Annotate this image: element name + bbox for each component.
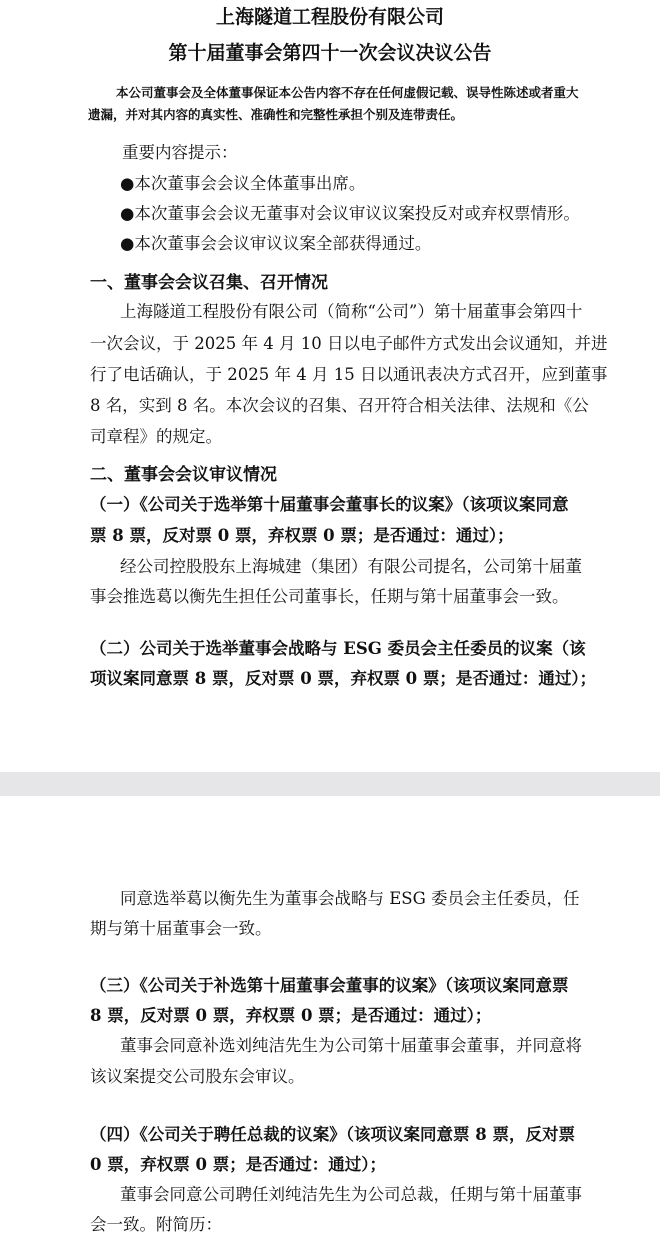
key-point-3: ●本次董事会会议审议议案全部获得通过。 <box>120 234 432 253</box>
section1-line-5: 司章程》的规定。 <box>90 427 222 446</box>
item3-body-line-2: 该议案提交公司股东会审议。 <box>90 1067 305 1086</box>
item2-title-line-1: （二）公司关于选举董事会战略与 ESG 委员会主任委员的议案（该 <box>90 639 586 658</box>
key-points-heading: 重要内容提示： <box>122 143 238 162</box>
page-break <box>0 772 660 796</box>
item1-title-line-2: 票 8 票，反对票 0 票，弃权票 0 票；是否通过：通过）； <box>90 526 514 545</box>
item1-body-line-2: 事会推选葛以衡先生担任公司董事长，任期与第十届董事会一致。 <box>90 587 569 606</box>
item2-title-line-2: 项议案同意票 8 票，反对票 0 票，弃权票 0 票；是否通过：通过）； <box>90 669 597 688</box>
announcement-title: 第十届董事会第四十一次会议决议公告 <box>168 42 492 64</box>
item1-body-line-1: 经公司控股股东上海城建（集团）有限公司提名，公司第十届董 <box>120 557 582 576</box>
section1-line-2: 一次会议，于 2025 年 4 月 10 日以电子邮件方式发出会议通知，并进 <box>90 334 608 353</box>
item4-body-line-2: 会一致。附简历： <box>90 1215 222 1234</box>
item2-body-line-1: 同意选举葛以衡先生为董事会战略与 ESG 委员会主任委员，任 <box>120 889 580 908</box>
section1-heading: 一、董事会会议召集、召开情况 <box>90 273 328 293</box>
item3-title-line-2: 8 票，反对票 0 票，弃权票 0 票；是否通过：通过）； <box>90 1006 492 1025</box>
section1-line-3: 行了电话确认，于 2025 年 4 月 15 日以通讯表决方式召开，应到董事 <box>90 365 608 384</box>
key-point-2: ●本次董事会会议无董事对会议审议议案投反对或弃权票情形。 <box>120 204 580 223</box>
item3-title-line-1: （三）《公司关于补选第十届董事会董事的议案》（该项议案同意票 <box>90 976 569 995</box>
notice-line-2: 遗漏，并对其内容的真实性、准确性和完整性承担个别及连带责任。 <box>88 107 464 122</box>
company-name: 上海隧道工程股份有限公司 <box>215 6 444 28</box>
item1-title-line-1: （一）《公司关于选举第十届董事会董事长的议案》（该项议案同意 <box>90 495 569 514</box>
item4-body-line-1: 董事会同意公司聘任刘纯洁先生为公司总裁，任期与第十届董事 <box>120 1185 582 1204</box>
section1-line-4: 8 名，实到 8 名。本次会议的召集、召开符合相关法律、法规和《公 <box>90 396 589 415</box>
item4-title-line-1: （四）《公司关于聘任总裁的议案》（该项议案同意票 8 票，反对票 <box>90 1125 575 1144</box>
document-page-2 <box>0 796 660 1236</box>
item4-title-line-2: 0 票，弃权票 0 票；是否通过：通过）； <box>90 1155 386 1174</box>
item2-body-line-2: 期与第十届董事会一致。 <box>90 919 272 938</box>
item3-body-line-1: 董事会同意补选刘纯洁先生为公司第十届董事会董事，并同意将 <box>120 1036 582 1055</box>
section1-line-1: 上海隧道工程股份有限公司（简称“公司”）第十届董事会第四十 <box>120 302 583 321</box>
key-point-1: ●本次董事会会议全体董事出席。 <box>120 174 366 193</box>
notice-line-1: 本公司董事会及全体董事保证本公告内容不存在任何虚假记载、误导性陈述或者重大 <box>116 85 579 100</box>
section2-heading: 二、董事会会议审议情况 <box>90 465 277 485</box>
